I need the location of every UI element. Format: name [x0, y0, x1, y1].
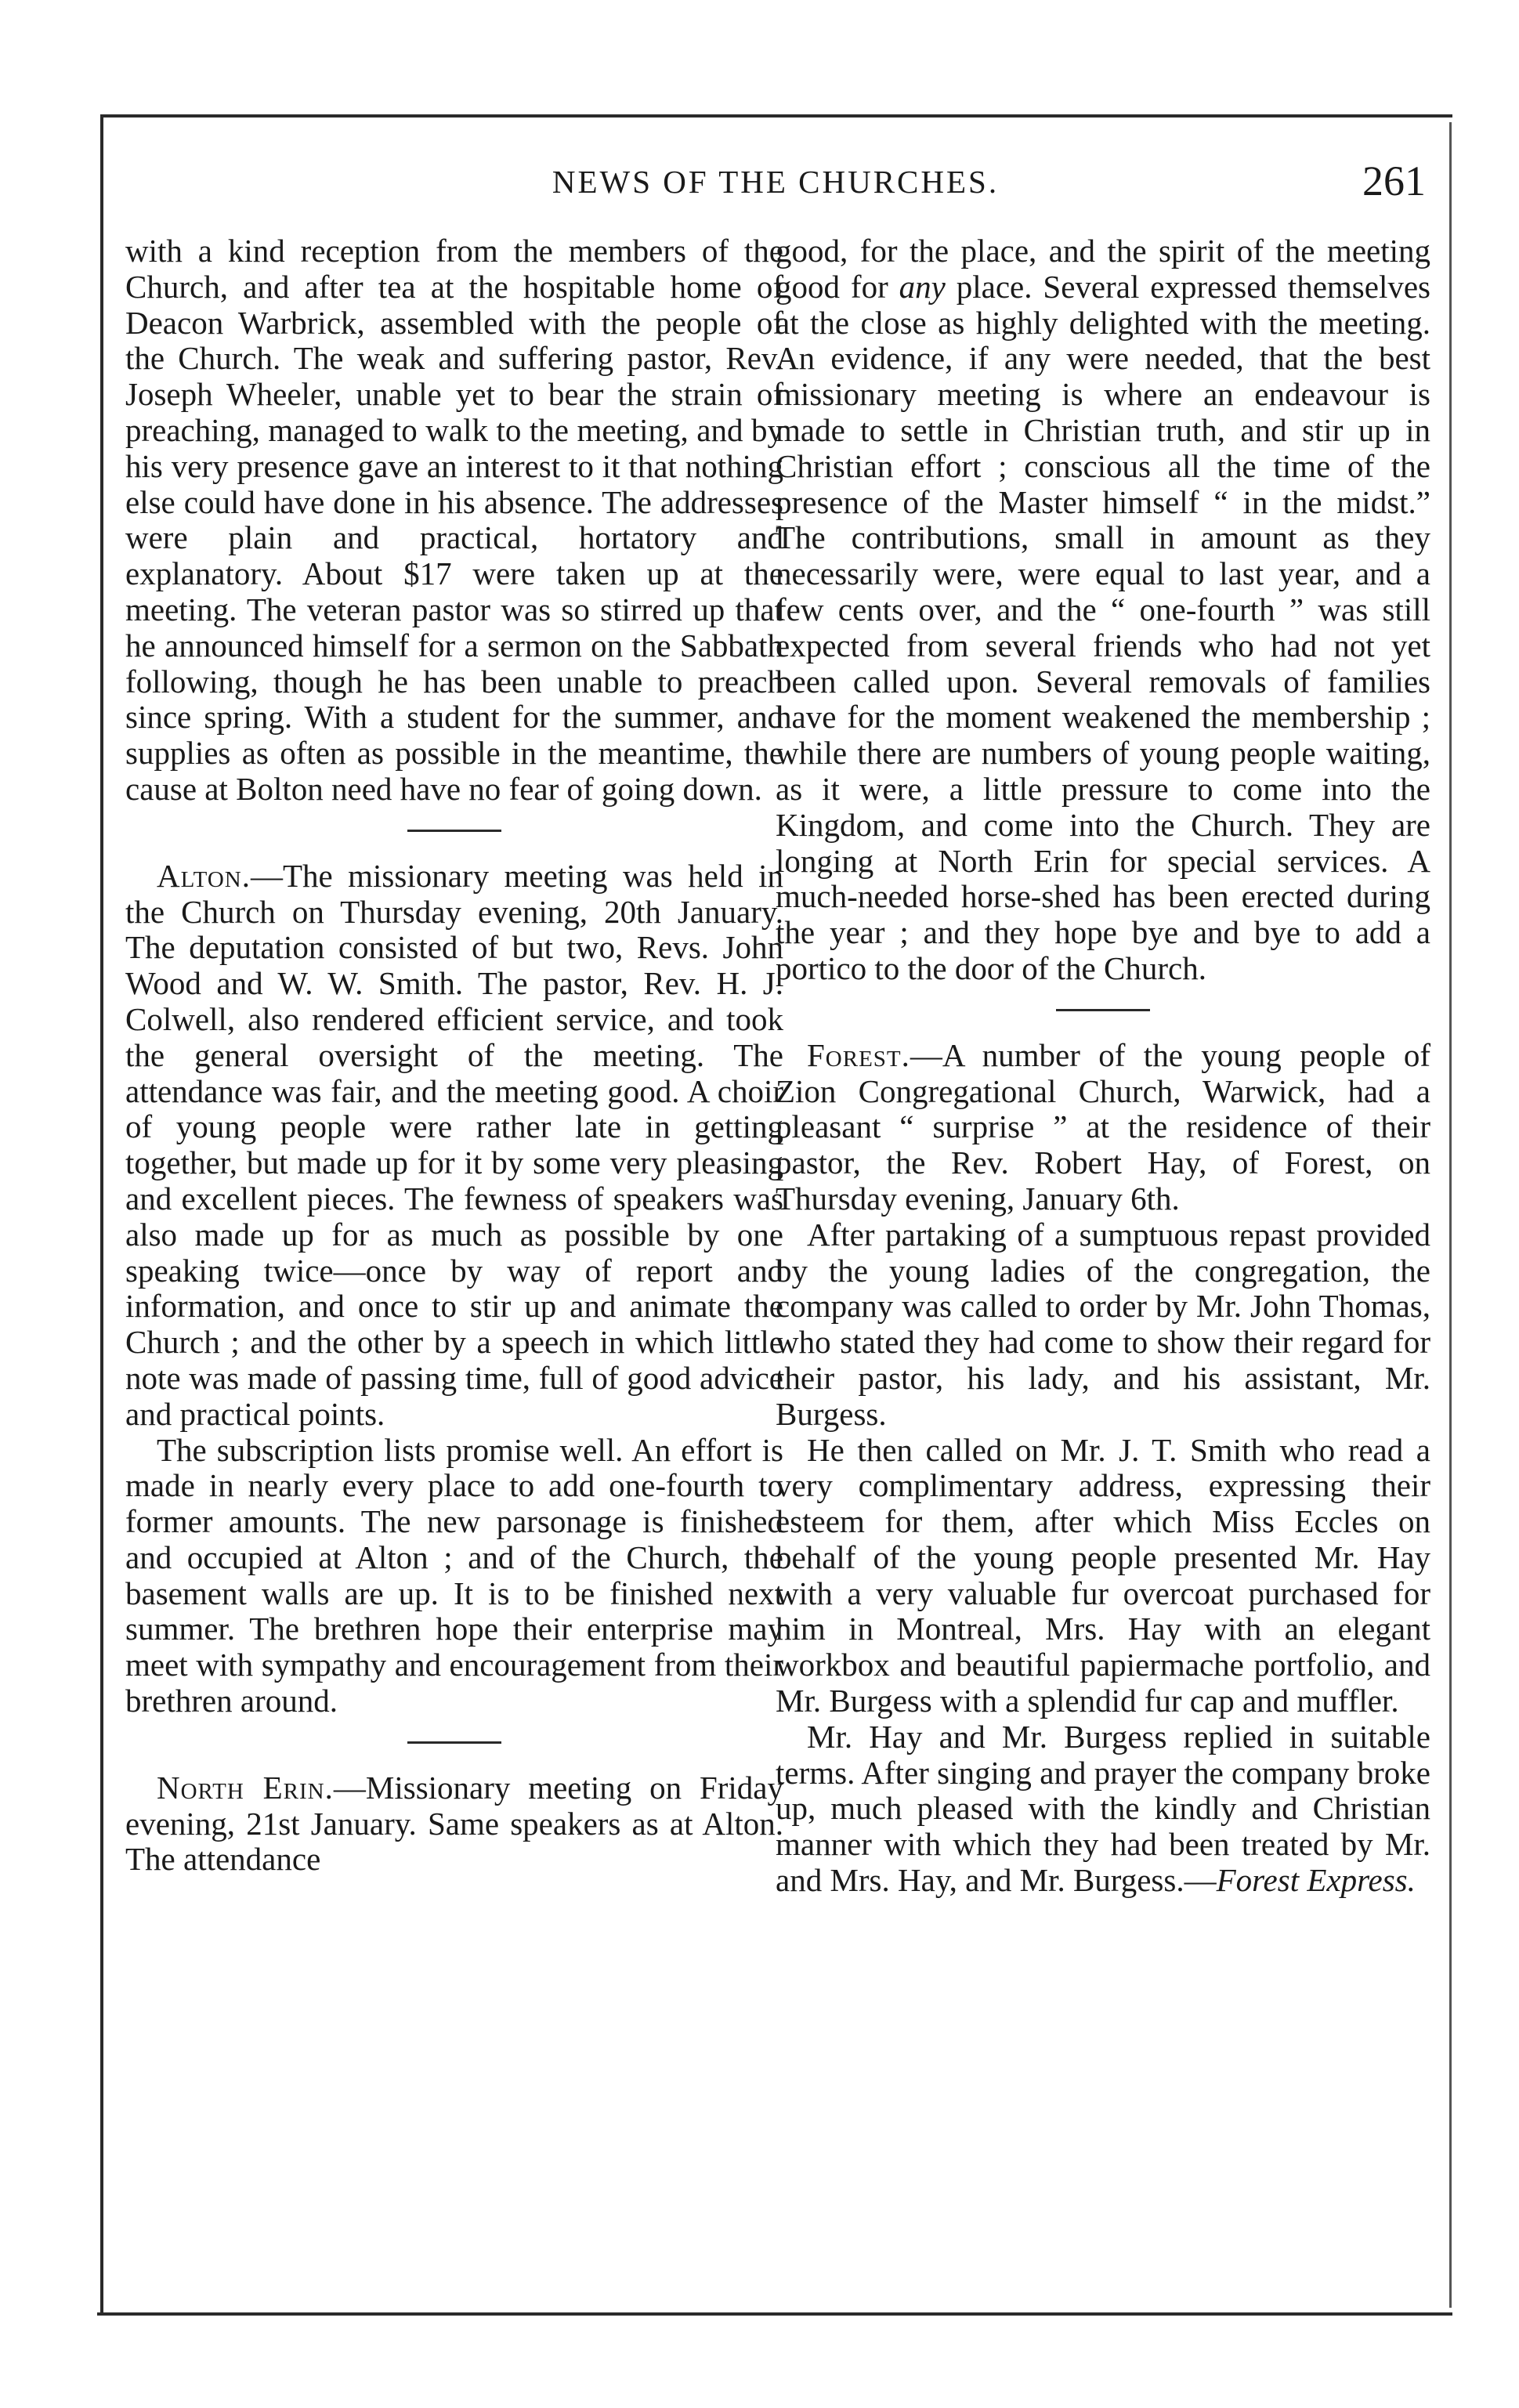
right-border-rule — [1449, 122, 1452, 2308]
left-border-rule — [100, 114, 103, 2316]
alton-heading: Alton. — [157, 857, 251, 894]
bottom-border-rule — [97, 2312, 1452, 2316]
north-erin-cont-emphasis: any — [899, 268, 946, 305]
forest-p4-text: Mr. Hay and Mr. Burgess replied in suitable terms. After singing and prayer the company broke up, much pleased with the kindly and Christian manner with which they had been treated by Mr. and Mrs. Hay, and Mr. Burgess.— — [776, 1718, 1430, 1899]
right-column — [776, 233, 1430, 1899]
alton-paragraph-2: The subscription lists promise well. An effort is made in nearly every place to add one-fourth to former amounts. The new parsonage is finished and occupied at Alton ; and of the Church, the basement walls are up. It is to be finished next summer. The brethren hope their enterprise may meet with sympathy and encouragement from their brethren around. — [125, 1431, 783, 1719]
section-separator — [1056, 1009, 1150, 1011]
page-header — [125, 157, 1426, 212]
forest-heading: Forest. — [807, 1036, 910, 1073]
forest-source: Forest Express. — [1216, 1862, 1416, 1899]
alton-text: —The missionary meeting was held in the Church on Thursday evening, 20th January. The deputation consisted of but two, Revs. John Wood and W. W. Smith. The pastor, Rev. H. J. Colwell, also rendered efficient service, and took the general oversight of the meeting. The attendance was fair, and the meeting good. A choir of young people were rather late in getting together, but made up for it by some very pleasing and excellent pieces. The fewness of speakers was also made up for as much as possible by one speaking twice—once by way of report and information, and once to stir up and animate the Church ; and the other by a speech in which little note was made of passing time, full of good advice and practical points. — [125, 857, 783, 1432]
forest-paragraph-1 — [776, 1038, 1430, 1217]
bolton-continuation: with a kind reception from the members of the Church, and after tea at the hospitable home of Deacon Warbrick, assembled with the people of the Church. The weak and suffering pastor, Rev. Joseph Wheeler, unable yet to bear the strain of preaching, managed to walk to the meeting, and by his very presence gave an interest to it that nothing else could have done in his absence. The addresses were plain and practical, hortatory and explanatory. About $17 were taken up at the meeting. The veteran pastor was so stirred up that he announced himself for a sermon on the Sabbath following, though he has been unable to preach since spring. With a student for the summer, and supplies as often as possible in the meantime, the cause at Bolton need have no fear of going down. — [125, 233, 783, 807]
forest-text: —A number of the young people of Zion Congregational Church, Warwick, had a pleasant “ surprise ” at the residence of their pastor, the Rev. Robert Hay, of Forest, on Thursday evening, January 6th. — [776, 1036, 1430, 1217]
left-column — [125, 233, 783, 1878]
top-border-rule — [100, 114, 1452, 118]
north-erin-continuation — [776, 233, 1430, 987]
north-erin-text: —Missionary meeting on Friday evening, 21st January. Same speakers as at Alton. The attendance — [125, 1769, 783, 1878]
running-head: NEWS OF THE CHURCHES. — [552, 164, 1000, 200]
north-erin-paragraph — [125, 1770, 783, 1878]
section-separator — [407, 830, 501, 832]
forest-paragraph-4 — [776, 1719, 1430, 1899]
forest-paragraph-2: After partaking of a sumptuous repast provided by the young ladies of the congregation, the company was called to order by Mr. John Thomas, who stated they had come to show their regard for their pastor, his lady, and his assistant, Mr. Burgess. — [776, 1216, 1430, 1432]
section-separator — [407, 1741, 501, 1744]
alton-paragraph-1 — [125, 859, 783, 1433]
north-erin-cont-text: good, for the place, and the spirit of the meeting good for — [776, 233, 1430, 305]
north-erin-cont-rest: place. Several expressed themselves at the close as highly delighted with the meeting. An evidence, if any were needed, that the best missionary meeting is where an endeavour is made to settle in Christian truth, and stir up in Christian effort ; conscious all the time of the presence of the Master himself “ in the midst.” The contributions, small in amount as they necessarily were, were equal to last year, and a few cents over, and the “ one-fourth ” was still expected from several friends who had not yet been called upon. Several removals of families have for the moment weakened the membership ; while there are numbers of young people waiting, as it were, a little pressure to come into the Kingdom, and come into the Church. They are longing at North Erin for special services. A much-needed horse-shed has been erected during the year ; and they hope bye and bye to add a portico to the door of the Church. — [776, 268, 1430, 986]
forest-paragraph-3: He then called on Mr. J. T. Smith who read a very complimentary address, expressing their esteem for them, after which Miss Eccles on behalf of the young people presented Mr. Hay with a very valuable fur overcoat purchased for him in Montreal, Mrs. Hay with an elegant workbox and beautiful papiermache portfolio, and Mr. Burgess with a splendid fur cap and muffler. — [776, 1431, 1430, 1719]
north-erin-heading: North Erin. — [157, 1769, 334, 1806]
page-number: 261 — [1362, 157, 1426, 204]
